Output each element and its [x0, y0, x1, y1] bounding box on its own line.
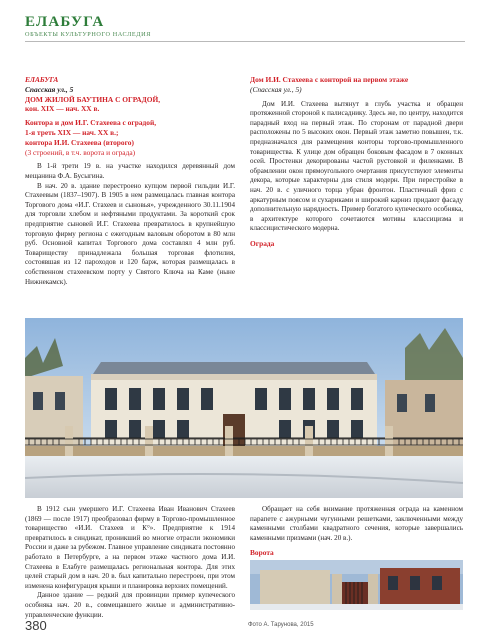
fence-text: Обращает на себя внимание протяженная ограда на каменном парапете с ажурными чугунными решетками, заключенными между каменными столбами квадратного сечения, которые завершались каменными призмами (нач. 20 в.). — [250, 505, 463, 542]
right-heading: Дом И.И. Стахеева с конторой на первом этаже — [250, 75, 409, 84]
house-photo — [25, 318, 463, 498]
running-title: ЕЛАБУГА — [25, 14, 105, 30]
fence-heading: Ограда — [250, 238, 275, 248]
left-paragraph-1: В 1-й трети 19 в. на участке находился деревянный дом мещанина Ф.А. Бусыгина. — [25, 162, 235, 180]
right-paragraph-1: Дом И.И. Стахеева вытянут в глубь участка и обращен протяженной стороной к палисаднику. Здесь же, по центру, находится парадный вход на первый этаж. По сторонам от парадной двери расположены по 5 высоких окон. Первый этаж заметно повышен, т.к. предназначался для размещения конторы торгово-промышленного товарищества. К улице дом обращен боковым фасадом в 7 оконных осей. Простенки декорированы частой рустовкой и филенками. В обрамлении окон прямоугольного очертания присутствуют элементы декора, которые характерны для стиля модерн. При перестройке в нач. 20 в. с уличного торца убран фронтон. Пластичный фриз с аркатурным поясом и сухариками и широкий карниз придают фасаду дополнительную нарядность. Пример богатого купеческого особняка, в архитектуре которого сочетаются мотивы классицизма и классицистического модерна. — [250, 99, 463, 233]
masthead — [25, 14, 465, 39]
right-address: (Спасская ул., 5) — [250, 84, 302, 94]
gate-photo — [250, 560, 463, 610]
object-title: ДОМ ЖИЛОЙ БАУТИНА С ОГРАДОЙ, — [25, 94, 161, 104]
city-name: ЕЛАБУГА — [25, 75, 59, 84]
sub-line-2: 1-я треть XIX — нач. XX в.; — [25, 127, 119, 137]
left-column — [25, 75, 235, 287]
right-column-bottom — [250, 505, 463, 558]
gate-heading: Ворота — [250, 548, 274, 558]
object-date: кон. XIX — нач. XX в. — [25, 104, 100, 114]
sub-note: (3 строений, в т.ч. ворота и ограда) — [25, 147, 136, 157]
left-paragraph-4: Данное здание — редкий для провинции пример купеческого особняка нач. 20 в., совмещавшего жилые и административно-управленческие функции. — [25, 591, 235, 619]
sub-line-3: контора И.И. Стахеева (второго) — [25, 137, 134, 147]
running-subtitle: ОБЪЕКТЫ КУЛЬТУРНОГО НАСЛЕДИЯ — [25, 31, 151, 38]
left-paragraph-2: В нач. 20 в. здание перестроено купцом первой гильдии И.Г. Стахеевым (1837–1907). В 1905 в нем размещалась главная контора Торгового дома «И.Г. Стахеев и сыновья», учрежденного 30.11.1904 для торговли хлебом и нефтяными продуктами. За короткий срок предприятие сыновей И.Г. Стахеева превратилось в крупнейшую торговую фирму региона с ежегодным валовым оборотом в 80 млн руб. Основной капитал Торгового дома составлял 4 млн руб. Товариществу принадлежала большая торговая флотилия, состоявшая из 12 пароходов и 120 барж, которая размещалась в собственном стахеевском порту у Святого Ключа на Каме (ныне Нижнекамск). — [25, 181, 235, 286]
right-column-top — [250, 75, 463, 249]
object-address: Спасская ул., 5 — [25, 84, 74, 94]
header-rule — [25, 41, 465, 42]
left-column-bottom — [25, 505, 235, 620]
sub-line-1: Контора и дом И.Г. Стахеева с оградой, — [25, 118, 157, 128]
page-number: 380 — [25, 618, 47, 633]
photo-credit: Фото А. Тарунова, 2015 — [248, 622, 314, 628]
left-paragraph-3: В 1912 сын умершего И.Г. Стахеева Иван Иванович Стахеев (1869 — после 1917) преобразовал фирму в Торгово-промышленное товарищество «И.И. Стахеев и К°». Предприятие к 1914 превратилось в синдикат, проникший во многие отрасли экономики России и даже за рубежом. Главное управление синдиката постоянно работало в Петербурге, а на первом этаже частного дома И.И. Стахеева в Елабуге размещалась региональная контора. Для этих целей старый дом в нач. 20 в. был капитально перестроен, при этом изменена конфигурация крыши и планировка верхних помещений. — [25, 505, 235, 590]
